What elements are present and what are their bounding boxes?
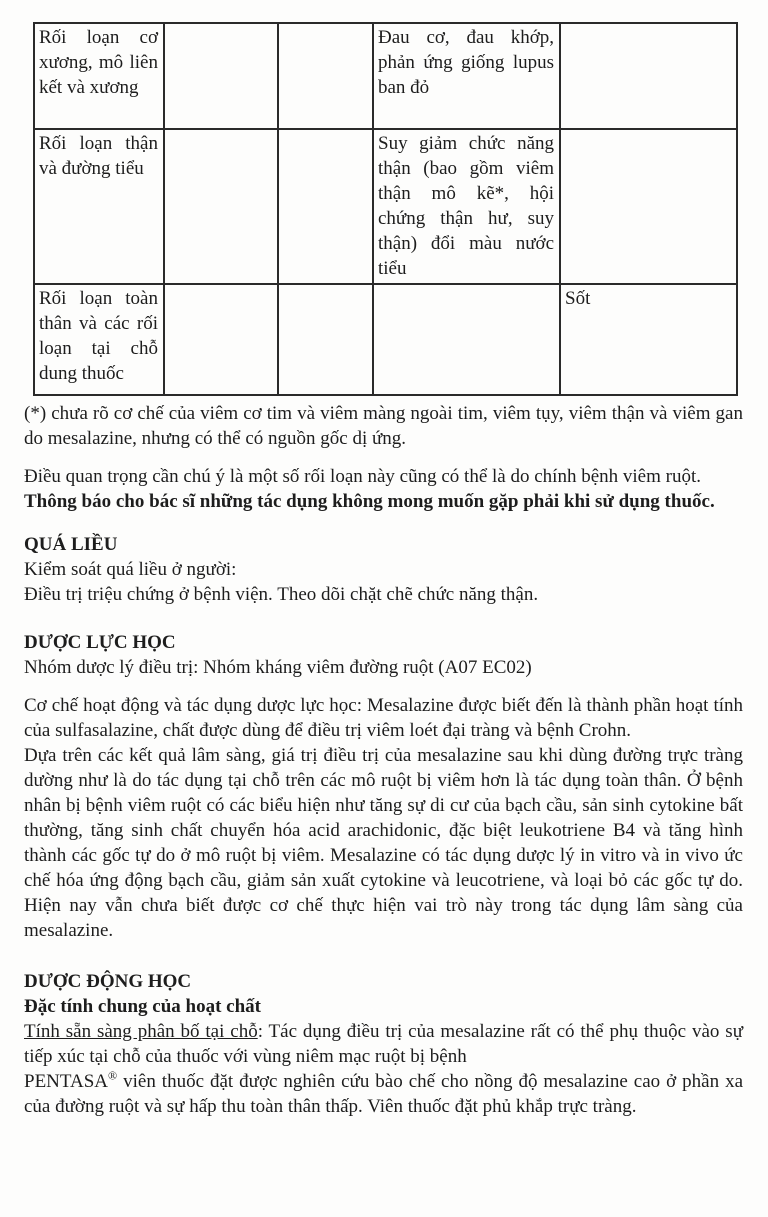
table-cell-system-organ-class: Rối loạn thận và đường tiểu — [34, 129, 164, 284]
table-row-general-disorders — [34, 284, 737, 395]
lead-colon: : — [257, 1021, 263, 1042]
pentasa-suppository-paragraph — [24, 1069, 743, 1119]
overdose-line-2: Điều trị triệu chứng ở bệnh viện. Theo dõi chặt chẽ chức năng thận. — [24, 584, 539, 605]
doctor-warning-paragraph: Thông báo cho bác sĩ những tác dụng không mong muốn gặp phải khi sử dụng thuốc. — [24, 491, 715, 512]
table-cell-empty — [278, 23, 373, 129]
body-text — [24, 401, 743, 1119]
section-heading-pharmacokinetics: DƯỢC ĐỘNG HỌC — [24, 971, 192, 992]
table-cell-reactions: Đau cơ, đau khớp, phản ứng giống lupus ban đỏ — [373, 23, 560, 129]
registered-trademark-symbol: ® — [108, 1068, 118, 1083]
table-cell-system-organ-class: Rối loạn cơ xương, mô liên kết và xương — [34, 23, 164, 129]
adverse-reactions-table — [33, 22, 738, 396]
clinical-results-paragraph: Dựa trên các kết quả lâm sàng, giá trị điều trị của mesalazine sau khi dùng đường trực tràng dường như là do tác dụng tại chỗ trên các mô ruột bị viêm hơn là tác dụng toàn thân. Ở bệnh nhân bị bệnh viêm ruột có các biểu hiện như tăng sự di cư của bạch cầu, sản sinh cytokine bất thường, tăng sinh chất chuyển hóa acid arachidonic, đặc biệt leukotriene B4 và tăng hình thành các gốc tự do ở mô ruột bị viêm. Mesalazine có tác dụng dược lý in vitro và in vivo ức chế hóa ứng động bạch cầu, giảm sản xuất cytokine và leucotriene, và loại bỏ các gốc tự do. Hiện nay vẫn chưa biết được cơ chế thực hiện vai trò này trong tác dụng lâm sàng của mesalazine. — [24, 745, 743, 941]
mechanism-paragraph: Cơ chế hoạt động và tác dụng dược lực học: Mesalazine được biết đến là thành phần hoạt tính của sulfasalazine, chất được dùng để điều trị viêm loét đại tràng và bệnh Crohn. — [24, 695, 743, 741]
table-cell-empty — [164, 129, 278, 284]
section-heading-pharmacodynamics: DƯỢC LỰC HỌC — [24, 632, 176, 653]
table-cell-empty — [278, 129, 373, 284]
local-availability-rest: Tác dụng điều trị của mesalazine rất có thể phụ thuộc vào sự tiếp xúc tại chỗ của thuốc với vùng niêm mạc ruột bị bệnh — [24, 1021, 743, 1067]
overdose-line-1: Kiểm soát quá liều ở người: — [24, 559, 237, 580]
pharmacotherapeutic-group-line: Nhóm dược lý điều trị: Nhóm kháng viêm đường ruột (A07 EC02) — [24, 657, 532, 678]
table-cell-empty — [278, 284, 373, 395]
table-cell-empty — [560, 129, 737, 284]
table-row-renal-urinary — [34, 129, 737, 284]
note-paragraph: Điều quan trọng cần chú ý là một số rối loạn này cũng có thể là do chính bệnh viêm ruột. — [24, 466, 701, 487]
section-heading-overdose: QUÁ LIỀU — [24, 534, 118, 555]
table-footnote: (*) chưa rõ cơ chế của viêm cơ tim và viêm màng ngoài tim, viêm tụy, viêm thận và viêm gan do mesalazine, nhưng có thể có nguồn gốc dị ứng. — [24, 403, 743, 449]
table-cell-reactions: Sốt — [560, 284, 737, 395]
pk-subheading: Đặc tính chung của hoạt chất — [24, 996, 261, 1017]
local-availability-lead: Tính sẵn sàng phân bố tại chỗ — [24, 1021, 258, 1042]
pentasa-suppository-rest: viên thuốc đặt được nghiên cứu bào chế cho nồng độ mesalazine cao ở phần xa của đường ruột và sự hấp thu toàn thân thấp. Viên thuốc đặt phủ khắp trực tràng. — [24, 1071, 743, 1117]
brand-name: PENTASA — [24, 1071, 108, 1092]
table-cell-empty — [373, 284, 560, 395]
table-row-musculoskeletal — [34, 23, 737, 129]
local-availability-paragraph — [24, 1019, 743, 1069]
table-cell-system-organ-class: Rối loạn toàn thân và các rối loạn tại chỗ dung thuốc — [34, 284, 164, 395]
table-cell-empty — [560, 23, 737, 129]
table-cell-reactions: Suy giảm chức năng thận (bao gồm viêm thận mô kẽ*, hội chứng thận hư, suy thận) đổi màu nước tiểu — [373, 129, 560, 284]
table-cell-empty — [164, 284, 278, 395]
table-cell-empty — [164, 23, 278, 129]
